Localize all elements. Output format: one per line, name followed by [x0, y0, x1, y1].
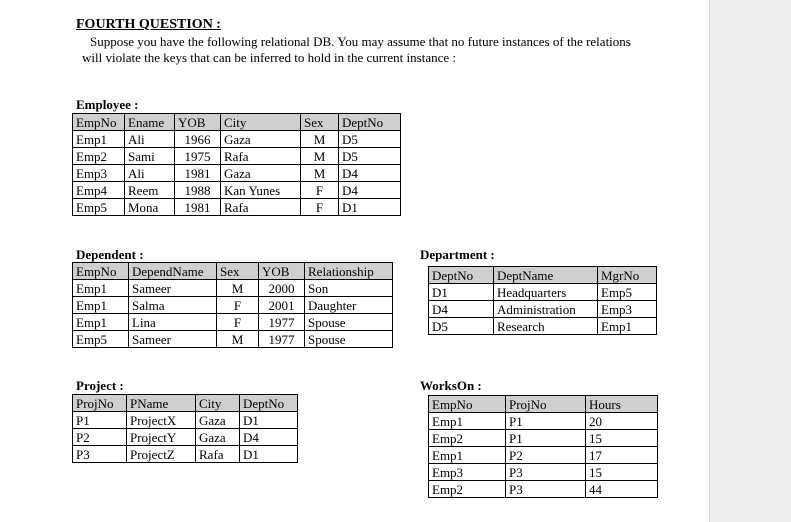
project-table-cell: ProjectZ [127, 446, 196, 463]
dependent-table-row [73, 280, 393, 297]
employee-column-header: Ename [125, 114, 175, 131]
department-column-header: DeptName [494, 267, 598, 284]
employee-column-header: City [221, 114, 301, 131]
employee-table-cell: Emp5 [73, 199, 125, 216]
employee-table-cell: Gaza [221, 165, 301, 182]
dependent-table-cell: Son [305, 280, 393, 297]
employee-header-row [73, 114, 401, 131]
employee-table-row [73, 148, 401, 165]
employee-table-cell: M [301, 148, 339, 165]
dependent-table-cell: 1977 [259, 314, 305, 331]
department-column-header: DeptNo [429, 267, 494, 284]
dependent-table-cell: Emp1 [73, 280, 129, 297]
employee-table-cell: Kan Yunes [221, 182, 301, 199]
workson-column-header: ProjNo [506, 396, 586, 413]
project-table-cell: P3 [73, 446, 127, 463]
workson-table-cell: Emp1 [429, 413, 506, 430]
project-column-header: DeptNo [240, 395, 298, 412]
project-table-cell: ProjectY [127, 429, 196, 446]
employee-table-cell: Emp4 [73, 182, 125, 199]
dependent-title: Dependent : [76, 247, 144, 262]
project-table-cell: P1 [73, 412, 127, 429]
dependent-table-cell: 2001 [259, 297, 305, 314]
dependent-column-header: Relationship [305, 263, 393, 280]
project-column-header: ProjNo [73, 395, 127, 412]
employee-table-row [73, 165, 401, 182]
dependent-table-cell: Salma [129, 297, 217, 314]
workson-table-cell: P3 [506, 481, 586, 498]
dependent-table-cell: 1977 [259, 331, 305, 348]
employee-table-cell: Mona [125, 199, 175, 216]
employee-column-header: DeptNo [339, 114, 401, 131]
employee-table-cell: Ali [125, 131, 175, 148]
dependent-table-cell: Spouse [305, 331, 393, 348]
dependent-table-row [73, 331, 393, 348]
employee-table-cell: F [301, 199, 339, 216]
project-table-row [73, 429, 298, 446]
employee-table-cell: Rafa [221, 148, 301, 165]
project-header-row [73, 395, 298, 412]
project-table-cell: P2 [73, 429, 127, 446]
dependent-header-row [73, 263, 393, 280]
employee-table-cell: Sami [125, 148, 175, 165]
employee-table-cell: Reem [125, 182, 175, 199]
workson-table-cell: P1 [506, 430, 586, 447]
department-table-cell: Administration [494, 301, 598, 318]
dependent-table-cell: Spouse [305, 314, 393, 331]
department-table-cell: Emp3 [598, 301, 657, 318]
workson-table-cell: 20 [586, 413, 658, 430]
employee-table-cell: D5 [339, 131, 401, 148]
department-title: Department : [420, 247, 495, 262]
dependent-table-row [73, 297, 393, 314]
dependent-table-cell: Emp1 [73, 297, 129, 314]
project-table-row [73, 412, 298, 429]
workson-table-row [429, 464, 658, 481]
department-table-row [429, 318, 657, 335]
project-table-cell: Gaza [196, 412, 240, 429]
workson-table-cell: P1 [506, 413, 586, 430]
employee-table-cell: 1988 [175, 182, 221, 199]
employee-column-header: Sex [301, 114, 339, 131]
project-table-cell: D4 [240, 429, 298, 446]
workson-table-cell: 15 [586, 430, 658, 447]
project-table-row [73, 446, 298, 463]
employee-table-cell: D4 [339, 182, 401, 199]
project-table-cell: Gaza [196, 429, 240, 446]
window-side-panel [709, 0, 791, 522]
employee-table-cell: D4 [339, 165, 401, 182]
dependent-table-cell: F [217, 314, 259, 331]
dependent-table-row [73, 314, 393, 331]
department-table-cell: Research [494, 318, 598, 335]
department-table-cell: Headquarters [494, 284, 598, 301]
workson-title: WorksOn : [420, 378, 482, 393]
workson-table-row [429, 447, 658, 464]
dependent-table-cell: Sameer [129, 280, 217, 297]
dependent-table-cell: M [217, 331, 259, 348]
workson-header-row [429, 396, 658, 413]
dependent-column-header: Sex [217, 263, 259, 280]
question-heading: FOURTH QUESTION : [76, 17, 221, 32]
department-table-row [429, 284, 657, 301]
dependent-column-header: DependName [129, 263, 217, 280]
employee-table-cell: 1981 [175, 165, 221, 182]
dependent-column-header: YOB [259, 263, 305, 280]
department-table-cell: D5 [429, 318, 494, 335]
workson-table-cell: 17 [586, 447, 658, 464]
workson-table-cell: Emp1 [429, 447, 506, 464]
dependent-table-cell: Sameer [129, 331, 217, 348]
workson-table-cell: P3 [506, 464, 586, 481]
employee-table [72, 113, 401, 216]
employee-table-row [73, 199, 401, 216]
dependent-table-cell: Daughter [305, 297, 393, 314]
employee-table-cell: D1 [339, 199, 401, 216]
employee-title: Employee : [76, 97, 139, 112]
project-column-header: PName [127, 395, 196, 412]
project-table-cell: ProjectX [127, 412, 196, 429]
department-table-cell: D1 [429, 284, 494, 301]
employee-table-cell: Rafa [221, 199, 301, 216]
department-table-cell: Emp1 [598, 318, 657, 335]
dependent-table-cell: 2000 [259, 280, 305, 297]
workson-table-cell: 44 [586, 481, 658, 498]
employee-table-row [73, 182, 401, 199]
project-table-cell: Rafa [196, 446, 240, 463]
workson-table-cell: Emp2 [429, 430, 506, 447]
employee-table-cell: F [301, 182, 339, 199]
workson-table-cell: Emp2 [429, 481, 506, 498]
department-column-header: MgrNo [598, 267, 657, 284]
dependent-table-cell: Emp1 [73, 314, 129, 331]
department-table-row [429, 301, 657, 318]
project-column-header: City [196, 395, 240, 412]
employee-table-cell: 1975 [175, 148, 221, 165]
project-table-cell: D1 [240, 412, 298, 429]
employee-table-cell: Emp1 [73, 131, 125, 148]
dependent-table-cell: M [217, 280, 259, 297]
project-table [72, 394, 298, 463]
employee-table-cell: 1981 [175, 199, 221, 216]
employee-table-cell: Gaza [221, 131, 301, 148]
employee-table-cell: Emp3 [73, 165, 125, 182]
workson-table-row [429, 413, 658, 430]
dependent-table-cell: F [217, 297, 259, 314]
workson-column-header: Hours [586, 396, 658, 413]
department-table-cell: D4 [429, 301, 494, 318]
workson-table-row [429, 481, 658, 498]
project-table-cell: D1 [240, 446, 298, 463]
employee-table-cell: M [301, 131, 339, 148]
department-header-row [429, 267, 657, 284]
employee-column-header: YOB [175, 114, 221, 131]
dependent-column-header: EmpNo [73, 263, 129, 280]
workson-table-row [429, 430, 658, 447]
dependent-table-cell: Emp5 [73, 331, 129, 348]
question-intro: Suppose you have the following relational DB. You may assume that no future instances of the relations will violate the keys that can be inferred to hold in the current instance : [82, 34, 631, 65]
department-table [428, 266, 657, 335]
employee-table-cell: M [301, 165, 339, 182]
employee-table-cell: Ali [125, 165, 175, 182]
employee-table-cell: 1966 [175, 131, 221, 148]
employee-column-header: EmpNo [73, 114, 125, 131]
project-title: Project : [76, 378, 124, 393]
workson-table-cell: 15 [586, 464, 658, 481]
workson-table-cell: Emp3 [429, 464, 506, 481]
employee-table-cell: Emp2 [73, 148, 125, 165]
department-table-cell: Emp5 [598, 284, 657, 301]
workson-column-header: EmpNo [429, 396, 506, 413]
dependent-table-cell: Lina [129, 314, 217, 331]
employee-table-row [73, 131, 401, 148]
workson-table-cell: P2 [506, 447, 586, 464]
dependent-table [72, 262, 393, 348]
workson-table [428, 395, 658, 498]
employee-table-cell: D5 [339, 148, 401, 165]
